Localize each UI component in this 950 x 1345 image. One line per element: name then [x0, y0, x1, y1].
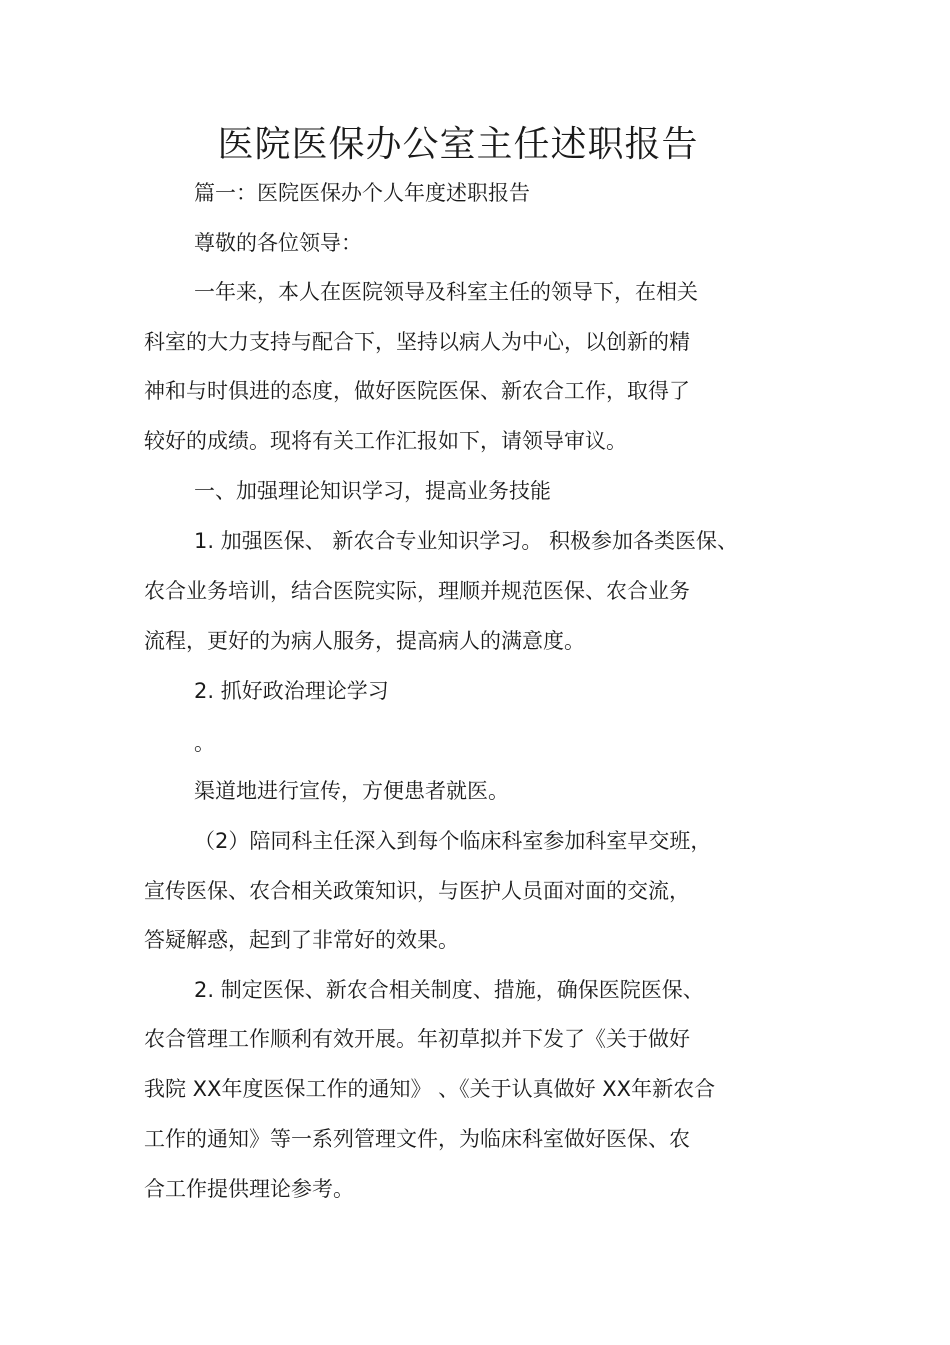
document-title: 医院医保办公室主任述职报告 — [217, 124, 699, 165]
paragraph-line: 。 — [194, 731, 215, 755]
section-heading: 一、加强理论知识学习，提高业务技能 — [194, 479, 551, 503]
paragraph-line: 工作的通知》等一系列管理文件，为临床科室做好医保、农 — [144, 1127, 690, 1151]
paragraph-line: 较好的成绩。现将有关工作汇报如下，请领导审议。 — [144, 429, 627, 453]
paragraph-line: 合工作提供理论参考。 — [144, 1177, 354, 1201]
paragraph-line: 渠道地进行宣传，方便患者就医。 — [194, 779, 509, 803]
paragraph-line: 2. 制定医保、新农合相关制度、措施，确保医院医保、 — [194, 978, 704, 1002]
paragraph-line: 2. 抓好政治理论学习 — [194, 679, 389, 703]
salutation-line: 尊敬的各位领导： — [194, 231, 362, 255]
paragraph-line: 科室的大力支持与配合下，坚持以病人为中心，以创新的精 — [144, 330, 690, 354]
paragraph-line: 答疑解惑，起到了非常好的效果。 — [144, 928, 459, 952]
paragraph-line: 宣传医保、农合相关政策知识，与医护人员面对面的交流， — [144, 879, 690, 903]
paragraph-line: 1. 加强医保、 新农合专业知识学习。 积极参加各类医保、 — [194, 529, 739, 553]
subtitle-line: 篇一：医院医保办个人年度述职报告 — [194, 181, 530, 205]
paragraph-line: 我院 XX年度医保工作的通知》 、《关于认真做好 XX年新农合 — [144, 1077, 716, 1101]
paragraph-line: 农合管理工作顺利有效开展。年初草拟并下发了《关于做好 — [144, 1027, 690, 1051]
paragraph-line: 流程，更好的为病人服务，提高病人的满意度。 — [144, 629, 585, 653]
paragraph-line: （2）陪同科主任深入到每个临床科室参加科室早交班， — [194, 829, 712, 853]
paragraph-line: 一年来，本人在医院领导及科室主任的领导下，在相关 — [194, 280, 698, 304]
paragraph-line: 神和与时俱进的态度，做好医院医保、新农合工作，取得了 — [144, 379, 690, 403]
paragraph-line: 农合业务培训，结合医院实际，理顺并规范医保、农合业务 — [144, 579, 690, 603]
